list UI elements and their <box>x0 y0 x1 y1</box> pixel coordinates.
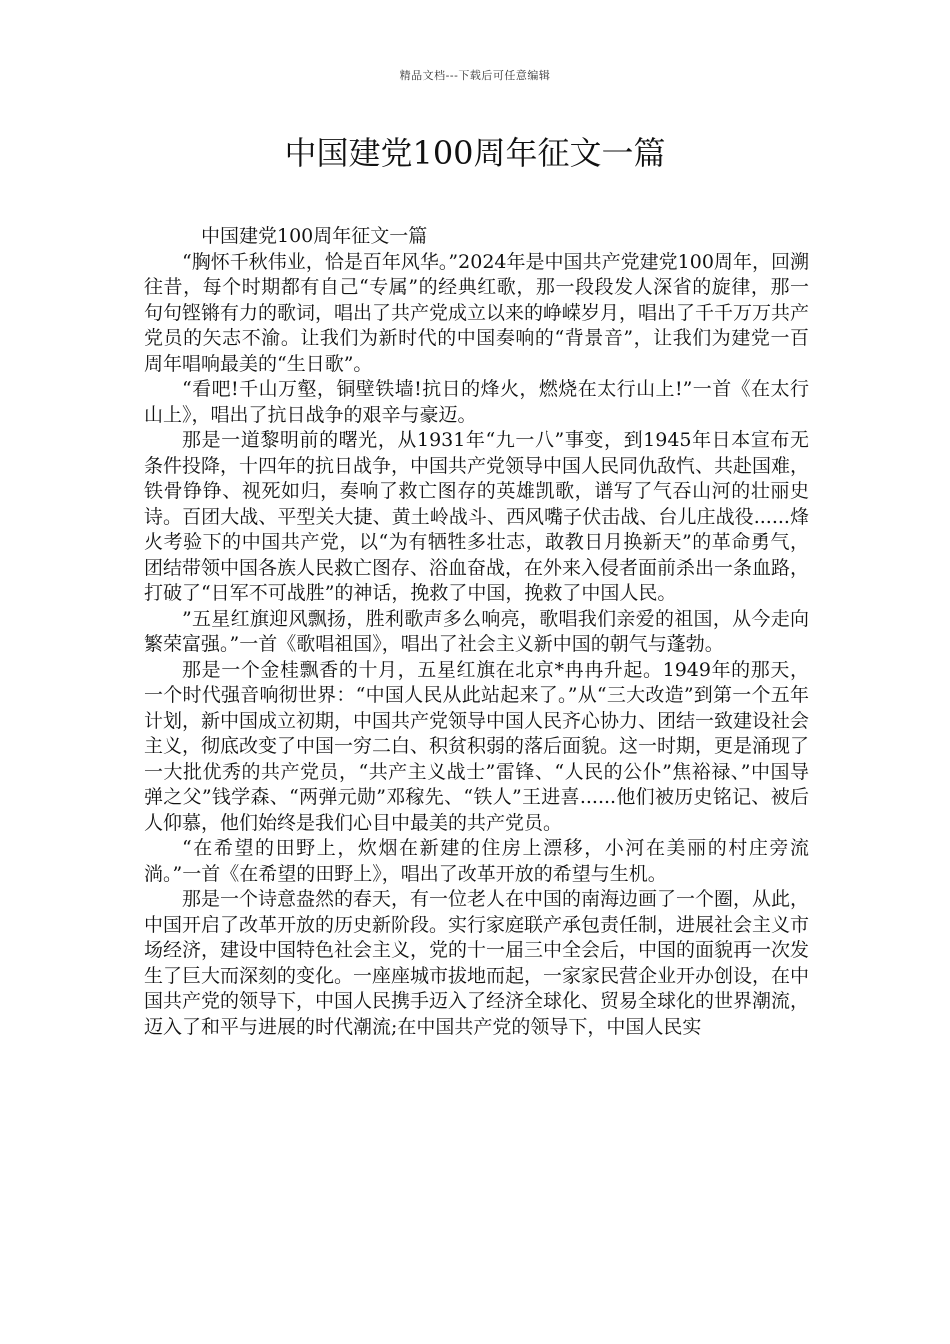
body-paragraph: 那是一个金桂飘香的十月，五星红旗在北京*冉冉升起。1949年的那天，一个时代强音响彻世界：“中国人民从此站起来了。”从“三大改造”到第一个五年计划，新中国成立初期，中国共产党领导中国人民齐心协力、团结一致建设社会主义，彻底改变了中国一穷二白、积贫积弱的落后面貌。这一时期，更是涌现了一大批优秀的共产党员，“共产主义战士”雷锋、“人民的公仆”焦裕禄、”中国导弹之父”钱学森、“两弹元勋”邓稼先、“铁人”王进喜......他们被历史铭记、被后人仰慕，他们始终是我们心目中最美的共产党员。 <box>144 658 810 834</box>
body-paragraph: “胸怀千秋伟业，恰是百年风华。”2024年是中国共产党建党100周年，回溯往昔，每个时期都有自己“专属”的经典红歌，那一段段发人深省的旋律，那一句句铿锵有力的歌词，唱出了共产党成立以来的峥嵘岁月，唱出了千千万万共产党员的矢志不渝。让我们为新时代的中国奏响的“背景音”，让我们为建党一百周年唱响最美的“生日歌”。 <box>144 250 810 375</box>
document-title: 中国建党100周年征文一篇 <box>284 134 666 172</box>
body-paragraph: “在希望的田野上，炊烟在新建的住房上漂移，小河在美丽的村庄旁流淌。”一首《在希望的田野上》，唱出了改革开放的希望与生机。 <box>144 837 809 885</box>
page-header: 精品文档---下载后可任意编辑 <box>399 69 551 82</box>
body-paragraph: 那是一道黎明前的曙光，从1931年“九一八”事变，到1945年日本宣布无条件投降，十四年的抗日战争，中国共产党领导中国人民同仇敌忾、共赴国难，铁骨铮铮、视死如归，奏响了救亡图存的英雄凯歌，谱写了气吞山河的壮丽史诗。百团大战、平型关大捷、黄土岭战斗、西风嘴子伏击战、台儿庄战役......烽火考验下的中国共产党，以“为有牺牲多壮志，敢教日月换新天”的革命勇气，团结带领中国各族人民救亡图存、浴血奋战，在外来入侵者面前杀出一条血路，打破了“日军不可战胜”的神话，挽救了中国，挽救了中国人民。 <box>144 429 810 604</box>
body-paragraph: 那是一个诗意盎然的春天，有一位老人在中国的南海边画了一个圈，从此，中国开启了改革开放的历史新阶段。实行家庭联产承包责任制，进展社会主义市场经济，建设中国特色社会主义，党的十一届三中全会后，中国的面貌再一次发生了巨大而深刻的变化。一座座城市拔地而起，一家家民营企业开办创设，在中国共产党的领导下，中国人民携手迈入了经济全球化、贸易全球化的世界潮流，迈入了和平与进展的时代潮流;在中国共产党的领导下，中国人民实 <box>144 888 810 1038</box>
body-paragraph: ”五星红旗迎风飘扬，胜利歌声多么响亮，歌唱我们亲爱的祖国，从今走向繁荣富强。”一首《歌唱祖国》，唱出了社会主义新中国的朝气与蓬勃。 <box>144 607 809 655</box>
body-paragraph: “看吧!千山万壑，铜壁铁墙!抗日的烽火，燃烧在太行山上!”一首《在太行山上》，唱出了抗日战争的艰辛与豪迈。 <box>144 378 809 426</box>
body-subtitle: 中国建党100周年征文一篇 <box>201 225 428 247</box>
document-body <box>144 224 809 1040</box>
